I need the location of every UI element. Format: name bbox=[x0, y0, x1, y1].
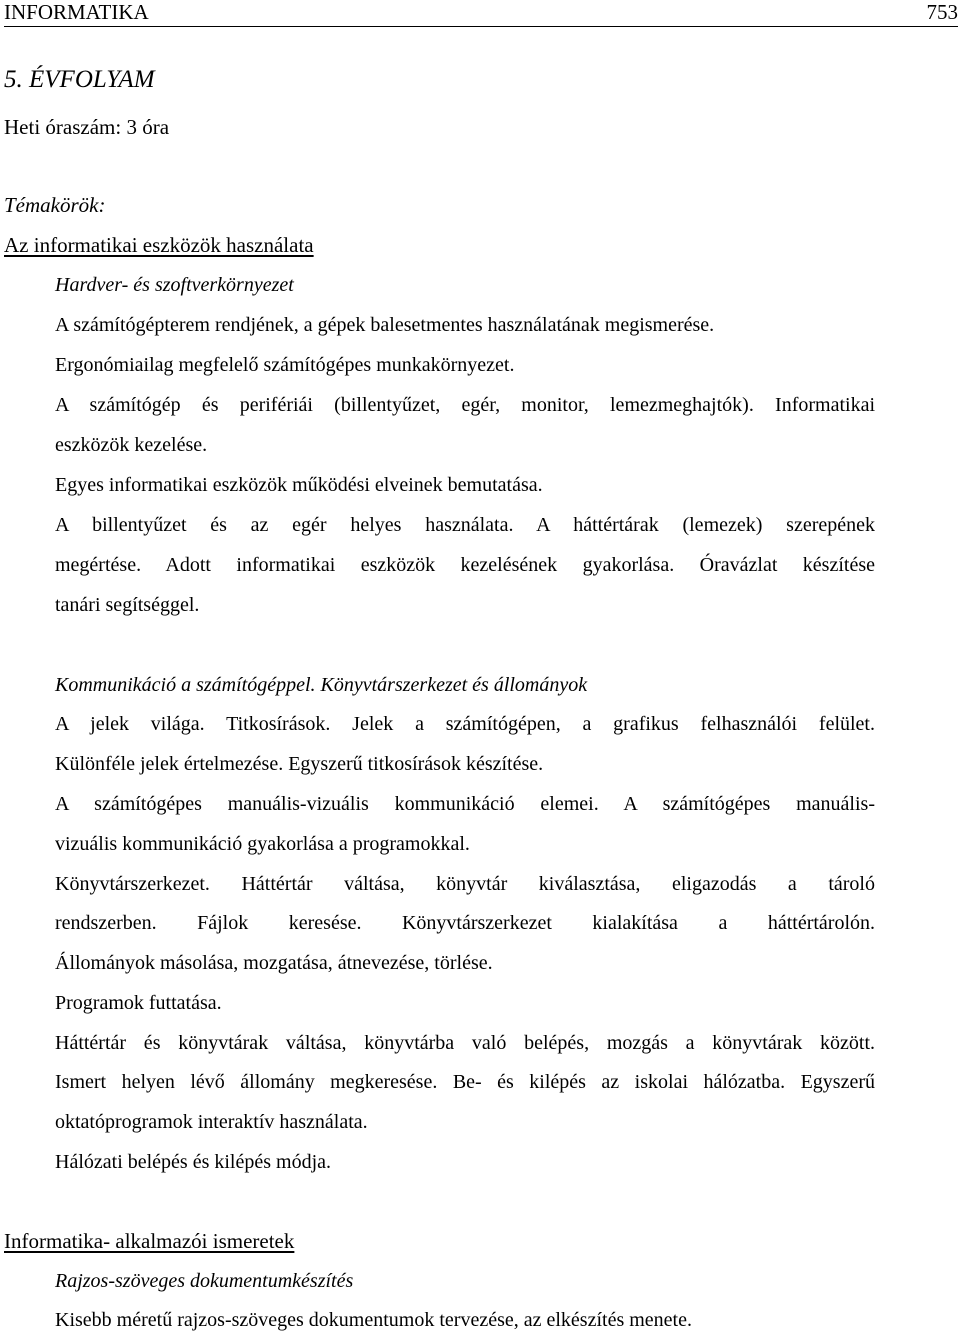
header-title: INFORMATIKA bbox=[4, 0, 149, 24]
section-title: Informatika- alkalmazói ismeretek bbox=[4, 1229, 295, 1253]
text-line: A számítógépterem rendjének, a gépek balesetmentes használatának megismerése. bbox=[55, 314, 715, 336]
text-line: oktatóprogramok interaktív használata. bbox=[55, 1111, 368, 1133]
text-line: A számítógép és perifériái (billentyűzet, egér, monitor, lemezmeghajtók). Informatikai bbox=[55, 394, 875, 416]
text-line: eszközök kezelése. bbox=[55, 434, 208, 456]
text-line: Programok futtatása. bbox=[55, 992, 222, 1014]
text-line: Ergonómiailag megfelelő számítógépes munkakörnyezet. bbox=[55, 354, 515, 376]
text-line: Állományok másolása, mozgatása, átnevezése, törlése. bbox=[55, 952, 493, 974]
subsection-title: Rajzos-szöveges dokumentumkészítés bbox=[55, 1270, 354, 1292]
text-line: tanári segítséggel. bbox=[55, 594, 200, 616]
subsection-title: Hardver- és szoftverkörnyezet bbox=[55, 274, 294, 296]
text-line: megértése. Adott informatikai eszközök kezelésének gyakorlása. Óravázlat készítése bbox=[55, 554, 875, 576]
text-line: Egyes informatikai eszközök működési elveinek bemutatása. bbox=[55, 474, 543, 496]
text-line: Hálózati belépés és kilépés módja. bbox=[55, 1151, 332, 1173]
text-line: Háttértár és könyvtárak váltása, könyvtárba való belépés, mozgás a könyvtárak között. bbox=[55, 1032, 875, 1054]
text-line: A számítógépes manuális-vizuális kommunikáció elemei. A számítógépes manuális- bbox=[55, 793, 875, 815]
grade-heading: 5. ÉVFOLYAM bbox=[4, 66, 155, 93]
text-line: Könyvtárszerkezet. Háttértár váltása, könyvtár kiválasztása, eligazodás a tároló bbox=[55, 873, 875, 895]
text-line: A jelek világa. Titkosírások. Jelek a számítógépen, a grafikus felhasználói felület. bbox=[55, 713, 875, 735]
text-line: Kisebb méretű rajzos-szöveges dokumentumok tervezése, az elkészítés menete. bbox=[55, 1309, 692, 1331]
page-number: 753 bbox=[926, 0, 958, 24]
text-line: rendszerben. Fájlok keresése. Könyvtárszerkezet kialakítása a háttértárolón. bbox=[55, 912, 875, 934]
text-line: A billentyűzet és az egér helyes használata. A háttértárak (lemezek) szerepének bbox=[55, 514, 875, 536]
page-header bbox=[4, 0, 958, 27]
text-line: Különféle jelek értelmezése. Egyszerű titkosírások készítése. bbox=[55, 753, 544, 775]
text-line: vizuális kommunikáció gyakorlása a programokkal. bbox=[55, 833, 470, 855]
weekly-hours: Heti óraszám: 3 óra bbox=[4, 115, 170, 139]
text-line: Ismert helyen lévő állomány megkeresése. Be- és kilépés az iskolai hálózatba. Egyszerű bbox=[55, 1071, 875, 1093]
topics-label: Témakörök: bbox=[4, 193, 106, 217]
section-title: Az informatikai eszközök használata bbox=[4, 233, 314, 257]
subsection-title: Kommunikáció a számítógéppel. Könyvtárszerkezet és állományok bbox=[55, 674, 588, 696]
